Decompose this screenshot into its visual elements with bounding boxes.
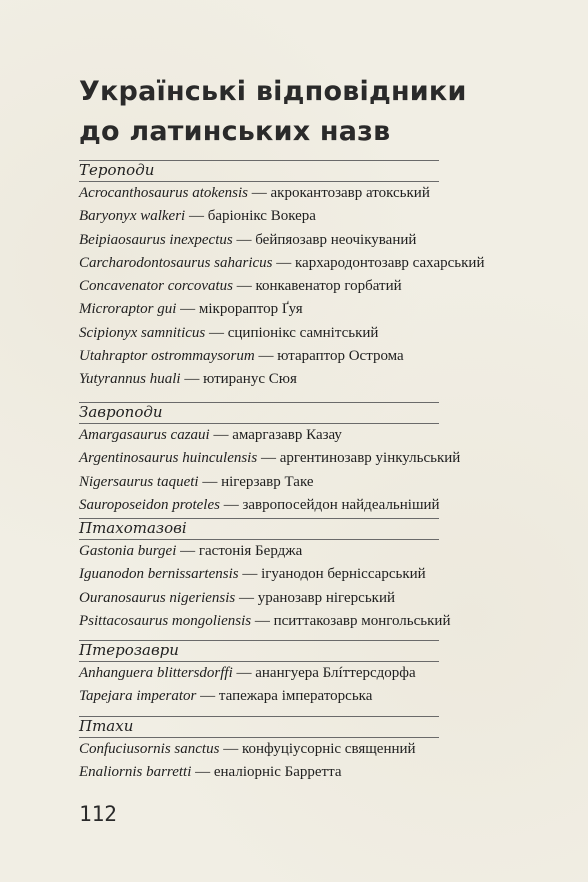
latin-name: Baryonyx walkeri: [79, 208, 186, 225]
entry-row: [79, 738, 519, 761]
ukrainian-name: — аргентинозавр уінкульський: [257, 450, 461, 467]
latin-name: Psittacosaurus mongoliensis: [79, 612, 252, 629]
section-heading: [79, 402, 439, 424]
entry-row: [79, 685, 519, 708]
section-heading-label: Завроподи: [79, 403, 163, 421]
latin-name: Carcharodontosaurus saharicus: [79, 254, 273, 271]
latin-name: Concavenator corcovatus: [79, 278, 233, 295]
ukrainian-name: — еналіорніс Барретта: [191, 764, 342, 781]
section-heading-label: Птахи: [79, 717, 134, 735]
entry-row: [79, 563, 519, 586]
ukrainian-name: — баріонікс Вокера: [185, 208, 316, 225]
ukrainian-name: — сципіонікс самнітський: [205, 324, 379, 341]
section: [79, 716, 519, 785]
entry-row: [79, 368, 519, 391]
entry-row: [79, 252, 519, 275]
section: [79, 160, 519, 392]
section: [79, 402, 519, 517]
section-heading: [79, 160, 439, 182]
entry-row: [79, 662, 519, 685]
ukrainian-name: — конфуціусорніс священний: [219, 741, 416, 757]
entry-row: [79, 322, 519, 345]
latin-name: Argentinosaurus huinculensis: [79, 450, 258, 467]
section-heading: [79, 640, 439, 662]
latin-name: Gastonia burgei: [79, 543, 177, 559]
ukrainian-name: — амаргазавр Казау: [209, 427, 342, 443]
ukrainian-name: — ігуанодон берніссарський: [238, 566, 426, 583]
entry-row: [79, 182, 519, 205]
entry-row: [79, 540, 519, 563]
entry-row: [79, 205, 519, 228]
latin-name: Ouranosaurus nigeriensis: [79, 589, 236, 606]
latin-name: Tapejara imperator: [79, 688, 197, 705]
entry-row: [79, 447, 519, 470]
latin-name: Iguanodon bernissartensis: [79, 566, 239, 583]
title-line-2: до латинських назв: [79, 116, 391, 147]
ukrainian-name: — завропосейдон найдеальніший: [219, 496, 440, 513]
ukrainian-name: — уранозавр нігерський: [235, 589, 396, 606]
latin-name: Sauroposeidon proteles: [79, 496, 220, 513]
entry-row: [79, 761, 519, 784]
latin-name: Yutyrannus huali: [79, 371, 181, 388]
latin-name: Enaliornis barretti: [79, 764, 192, 781]
latin-name: Acrocanthosaurus atokensis: [79, 185, 249, 201]
section-heading-label: Птахотазові: [79, 519, 187, 537]
entry-row: [79, 345, 519, 368]
section-heading: [79, 716, 439, 738]
section-heading-label: Птерозаври: [79, 641, 179, 659]
section-heading-label: Тероподи: [79, 161, 155, 179]
latin-name: Microraptor gui: [79, 301, 177, 318]
latin-name: Confuciusornis sanctus: [79, 741, 220, 757]
ukrainian-name: — конкавенатор горбатий: [233, 278, 402, 295]
ukrainian-name: — ютараптор Острома: [254, 348, 404, 365]
ukrainian-name: — нігерзавр Таке: [198, 473, 314, 490]
ukrainian-name: — пситтакозавр монгольський: [251, 612, 451, 629]
ukrainian-name: — акрокантозавр атокський: [248, 185, 430, 201]
entry-row: [79, 587, 519, 610]
latin-name: Utahraptor ostrommaysorum: [79, 348, 255, 365]
ukrainian-name: — ютиранус Сюя: [180, 371, 297, 388]
title-line-1: Українські відповідники: [79, 76, 467, 107]
latin-name: Anhanguera blittersdorffi: [79, 665, 233, 681]
latin-name: Scipionyx samniticus: [79, 324, 206, 341]
entry-row: [79, 494, 519, 517]
entry-row: [79, 298, 519, 321]
entry-row: [79, 424, 519, 447]
ukrainian-name: — бейпяозавр неочікуваний: [232, 231, 417, 248]
latin-name: Beipiaosaurus inexpectus: [79, 231, 233, 248]
ukrainian-name: — мікрораптор Ґуя: [176, 301, 303, 318]
ukrainian-name: — анангуера Блíттерсдорфа: [232, 665, 416, 681]
page-title: [79, 72, 519, 152]
section-heading: [79, 518, 439, 540]
latin-name: Amargasaurus cazaui: [79, 427, 210, 443]
entry-row: [79, 471, 519, 494]
ukrainian-name: — тапежара імператорська: [196, 688, 373, 705]
entry-row: [79, 610, 519, 633]
entry-row: [79, 275, 519, 298]
section: [79, 640, 519, 709]
section: [79, 518, 519, 633]
ukrainian-name: — гастонія Берджа: [176, 543, 303, 559]
entry-row: [79, 229, 519, 252]
ukrainian-name: — кархародонтозавр сахарський: [272, 254, 485, 271]
page-number: 112: [79, 802, 117, 826]
latin-name: Nigersaurus taqueti: [79, 473, 199, 490]
